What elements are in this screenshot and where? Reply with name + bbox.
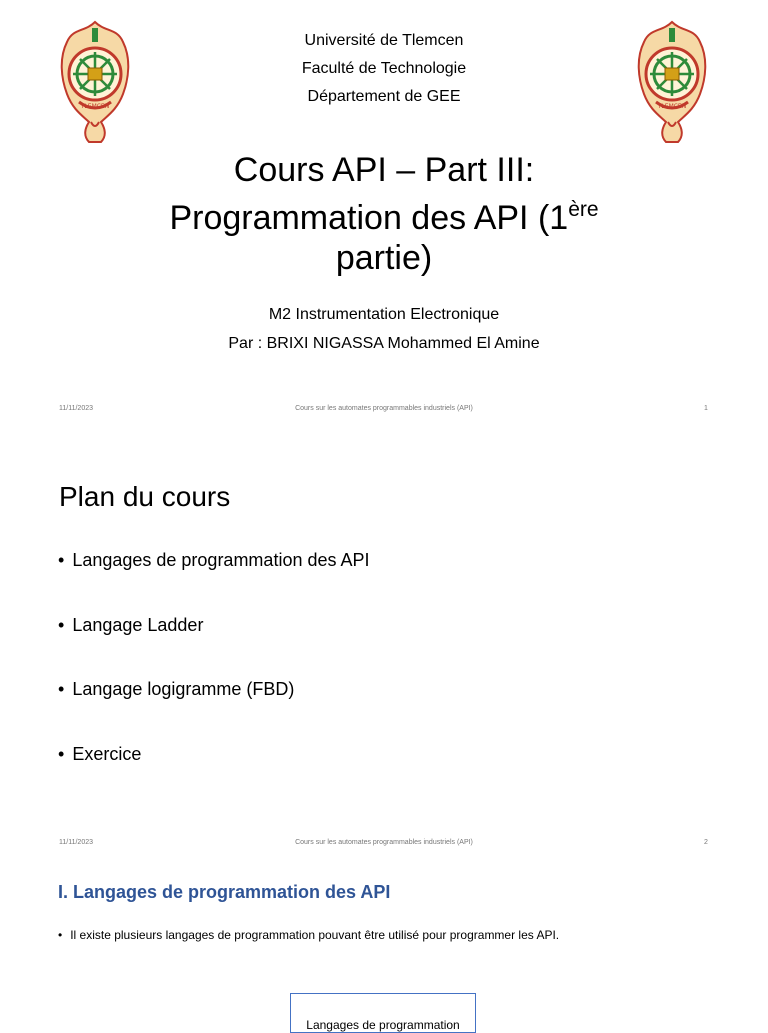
title-superscript: ère [568,198,599,221]
slide-footer [0,405,768,417]
title-line-1: Cours API – Part III: [233,151,535,189]
slide-1 [0,0,768,430]
university-header [0,27,768,111]
slide-3 [0,860,768,1032]
footer-course-name: Cours sur les automates programmables industriels (API) [295,405,473,412]
title-line-2-text: Programmation des API (1 [169,199,569,237]
plan-item: • Langages de programmation des API [58,548,370,613]
seal-text: TLEMCEN [657,103,687,110]
footer-course-name: Cours sur les automates programmables industriels (API) [295,839,473,846]
diagram-box-label: Langages de programmation [306,1018,460,1032]
footer-date: 11/11/2023 [59,839,93,846]
footer-date: 11/11/2023 [59,405,93,412]
university-name: Université de Tlemcen [304,32,464,49]
department-name: Département de GEE [307,88,461,105]
section-bullet: • Il existe plusieurs langages de programmation pouvant être utilisé pour programmer les API. [58,928,559,942]
plan-item: • Langage Ladder [58,613,370,678]
title-line-3: partie) [335,239,433,277]
slide-2 [0,430,768,860]
diagram-box [290,993,476,1033]
slide-footer [0,839,768,851]
plan-item: • Exercice [58,742,370,807]
plan-title: Plan du cours [59,481,231,512]
faculty-name: Faculté de Technologie [301,60,467,77]
seal-text: TLEMCEN [80,103,110,110]
program-name: M2 Instrumentation Electronique [268,306,500,323]
author-name: Par : BRIXI NIGASSA Mohammed El Amine [228,335,540,352]
title-line-2 [0,190,768,238]
slide-title [0,150,768,278]
slide-subtitle [0,300,768,358]
footer-page-number: 2 [704,839,708,846]
section-title: I. Langages de programmation des API [58,882,391,902]
plan-list [58,548,370,806]
plan-item: • Langage logigramme (FBD) [58,677,370,742]
footer-page-number: 1 [704,405,708,412]
